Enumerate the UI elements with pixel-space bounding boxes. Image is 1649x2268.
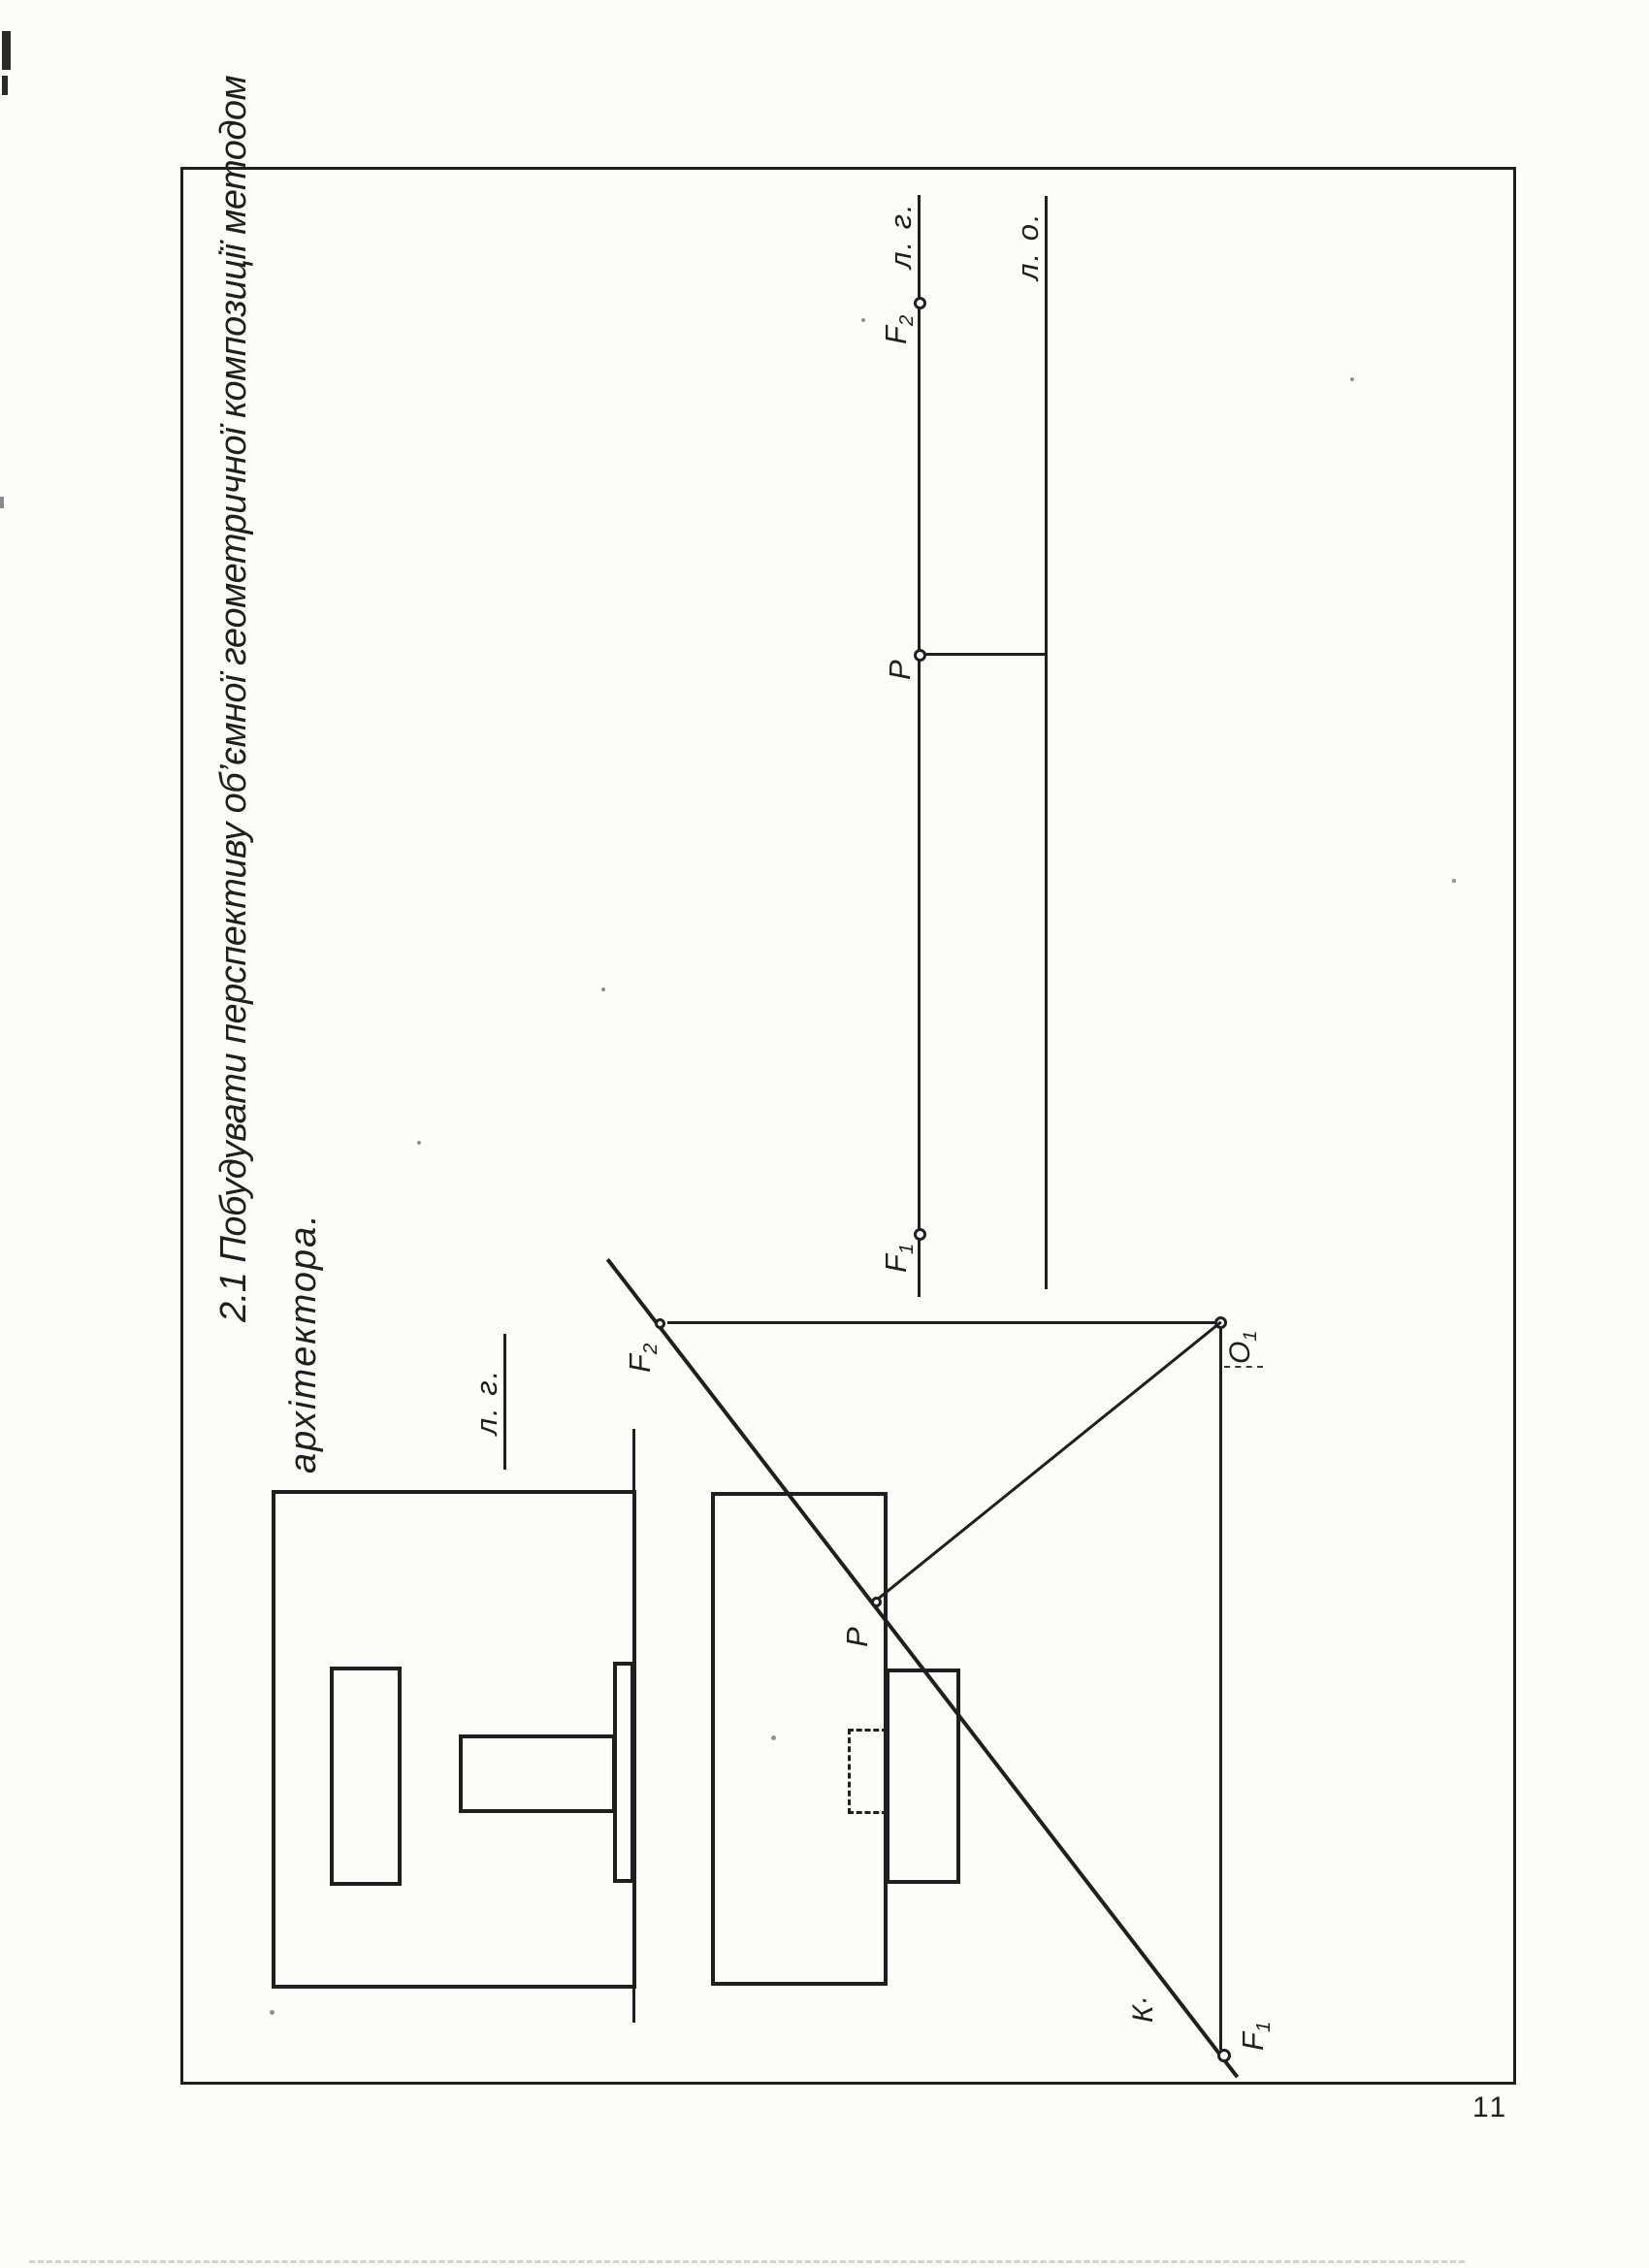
- scan-bottom-streak: [29, 2260, 1465, 2263]
- top-point-p-label: P: [883, 660, 917, 680]
- top-figure-horizon-line: [918, 195, 921, 1297]
- ray-f2-to-o1: [667, 1321, 1215, 1324]
- scan-speck: [601, 988, 605, 991]
- top-figure-base-label: л. о.: [1011, 211, 1045, 280]
- bottom-point-f2-label: $F_2$: [623, 1343, 663, 1373]
- scan-speck: [1452, 879, 1456, 883]
- scan-speck: [861, 318, 865, 322]
- elevation-inner-left-rect: [330, 1667, 402, 1886]
- scan-edge-mark: [0, 497, 4, 508]
- top-point-f2-label: $F_2$: [879, 314, 919, 344]
- scan-edge-mark: [2, 76, 8, 95]
- scan-speck: [270, 2010, 275, 2015]
- top-figure-horizon-label: л. г.: [884, 202, 918, 269]
- line-k-label: К·: [1127, 1995, 1159, 2023]
- bottom-point-p-marker: [871, 1597, 882, 1607]
- bottom-point-p-label: P: [840, 1627, 874, 1647]
- scan-edge-mark: [2, 31, 11, 70]
- bottom-point-f1-label: $F_1$: [1236, 2021, 1276, 2051]
- elevation-narrow-right-rect: [613, 1662, 634, 1883]
- plan-hidden-dashed-rect: [848, 1729, 888, 1814]
- bottom-horizon-label: л. г.: [471, 1334, 506, 1470]
- scan-speck: [771, 1735, 776, 1740]
- elevation-middle-bar-rect: [459, 1734, 616, 1813]
- scan-speck: [417, 1141, 421, 1145]
- task-title-line-2: архітектора.: [283, 1213, 324, 1474]
- top-point-f1-label: $F_1$: [879, 1243, 919, 1273]
- point-o1-label: $O_1$: [1224, 1330, 1261, 1364]
- bottom-point-f1-marker: [1217, 2049, 1231, 2062]
- top-point-f1-marker: [914, 1228, 926, 1241]
- top-point-p-connector: [925, 653, 1045, 656]
- page-number: 11: [1472, 2091, 1509, 2123]
- bottom-point-f2-marker: [655, 1318, 665, 1329]
- task-title-line-1: 2.1 Побудувати перспективу об’ємної геометричної композиції методом: [213, 75, 254, 1322]
- point-o1-underline-mark: [1224, 1366, 1263, 1368]
- scan-speck: [1350, 377, 1354, 381]
- top-figure-base-line: [1045, 196, 1048, 1289]
- ray-o1-to-f1: [1219, 1328, 1222, 2050]
- top-point-f2-marker: [914, 297, 926, 309]
